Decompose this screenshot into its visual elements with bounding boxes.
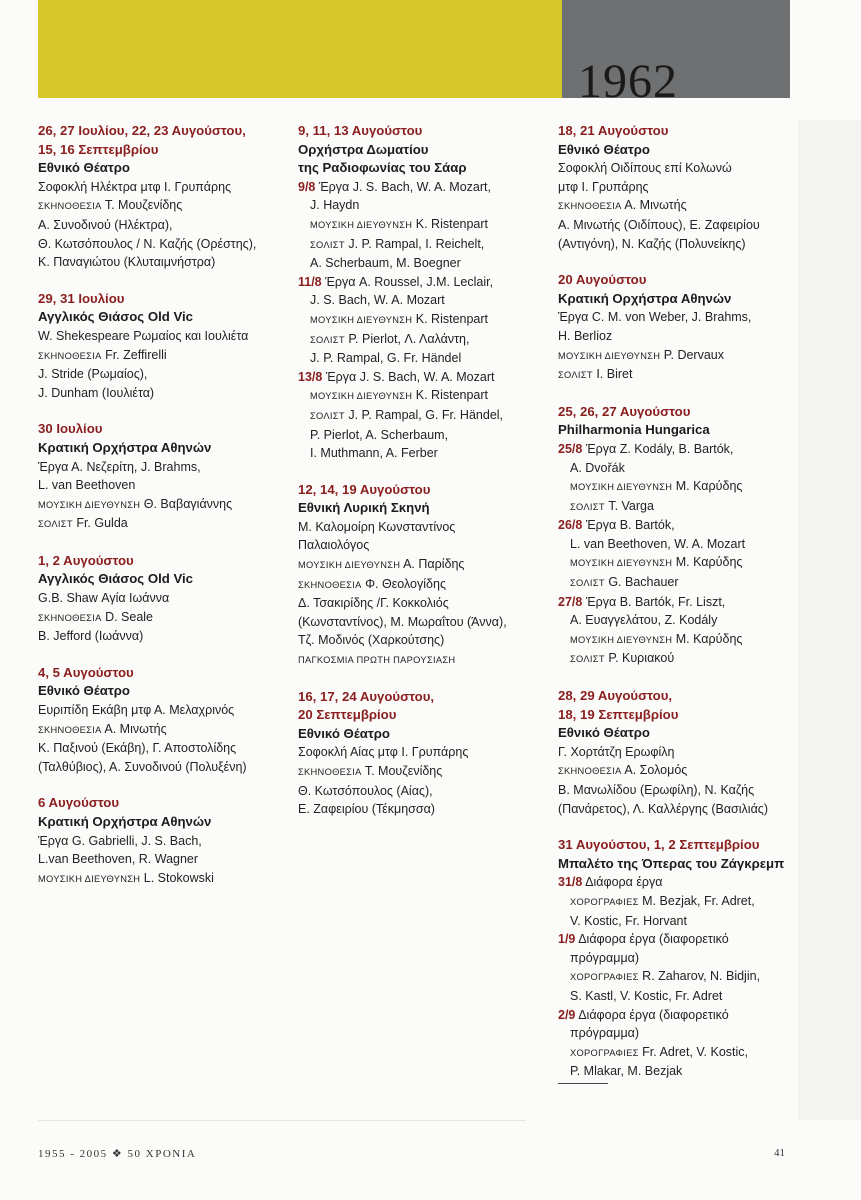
credit-role: ΜΟΥΣΙΚΗ ΔΙΕΥΘΥΝΣΗ <box>310 314 413 325</box>
entry-line <box>558 573 798 593</box>
credit-role: ΜΟΥΣΙΚΗ ΔΙΕΥΘΥΝΣΗ <box>310 391 413 402</box>
entry-dates: 16, 17, 24 Αυγούστου, <box>298 688 435 704</box>
line-text: J. Dunham (Ιουλιέτα) <box>38 385 155 400</box>
column-2 <box>298 122 546 837</box>
program-entry <box>558 687 798 818</box>
entry-line <box>298 762 546 782</box>
entry-line <box>558 949 798 968</box>
entry-line <box>558 873 798 892</box>
entry-line <box>38 216 288 235</box>
entry-venue: Αγγλικός Θιάσος Old Vic <box>38 309 194 325</box>
line-text: P. Pierlot, A. Scherbaum, <box>310 427 449 442</box>
credit-role: ΜΟΥΣΙΚΗ ΔΙΕΥΘΥΝΣΗ <box>310 219 413 230</box>
entry-line <box>558 216 798 235</box>
entry-line <box>298 743 546 762</box>
performance-date: 9/8 <box>298 179 316 194</box>
entry-dates: 6 Αυγούστου <box>38 795 120 811</box>
line-text: I. Biret <box>596 367 633 382</box>
line-text: Ρ. Κυριακού <box>608 651 675 666</box>
entry-line <box>558 892 798 912</box>
entry-line <box>558 440 798 459</box>
credit-role: ΣΚΗΝΟΘΕΣΙΑ <box>38 724 102 735</box>
credit-role: ΜΟΥΣΙΚΗ ΔΙΕΥΘΥΝΣΗ <box>570 558 673 569</box>
entry-line <box>38 476 288 495</box>
performance-date: 25/8 <box>558 441 583 456</box>
line-text: K. Ristenpart <box>415 216 489 231</box>
line-text: H. Berlioz <box>558 328 613 343</box>
line-text: P. Dervaux <box>663 347 724 362</box>
credit-role: ΣΚΗΝΟΘΕΣΙΑ <box>38 612 102 623</box>
credit-role: ΠΑΓΚΟΣΜΙΑ ΠΡΩΤΗ ΠΑΡΟΥΣΙΑΣΗ <box>298 655 456 666</box>
entry-line <box>558 630 798 650</box>
line-text: Τ. Μουζενίδης <box>104 198 183 213</box>
footer-title: 1955 - 2005 ❖ 50 ΧΡΟΝΙΑ <box>38 1148 197 1160</box>
entry-line <box>558 611 798 630</box>
credit-role: ΣΚΗΝΟΘΕΣΙΑ <box>558 766 622 777</box>
line-text: A. Dvořák <box>570 460 625 475</box>
credit-role: ΜΟΥΣΙΚΗ ΔΙΕΥΘΥΝΣΗ <box>558 350 661 361</box>
entry-line <box>298 444 546 463</box>
entry-venue: Εθνική Λυρική Σκηνή <box>298 500 430 516</box>
entry-line <box>558 346 798 366</box>
line-text: Fr. Zeffirelli <box>105 347 167 362</box>
line-text: Α. Συνοδινού (Ηλέκτρα), <box>38 217 173 232</box>
entry-dates: 12, 14, 19 Αυγούστου <box>298 481 431 497</box>
entry-dates: 30 Ιουλίου <box>38 421 103 437</box>
entry-line <box>38 178 288 197</box>
line-text: Ευριπίδη Εκάβη μτφ Α. Μελαχρινός <box>38 703 235 718</box>
entry-line <box>38 458 288 477</box>
line-text: Διάφορα έργα <box>585 875 663 890</box>
entry-line <box>298 631 546 650</box>
line-text: Θ. Κωτσόπουλος / Ν. Καζής (Ορέστης), <box>38 236 257 251</box>
entry-line <box>558 649 798 669</box>
entry-line <box>298 594 546 613</box>
year-heading: 1962 <box>578 55 678 108</box>
entry-venue: Ορχήστρα Δωματίου <box>298 141 429 157</box>
line-text: Fr. Adret, V. Kostic, <box>642 1044 749 1059</box>
bottom-divider <box>38 1120 526 1121</box>
line-text: Έργα G. Gabrielli, J. S. Bach, <box>38 833 202 848</box>
entry-line <box>298 310 546 330</box>
entry-line <box>298 536 546 555</box>
entry-line <box>558 987 798 1006</box>
entry-line <box>38 235 288 254</box>
line-text: Έργα B. Bartók, Fr. Liszt, <box>585 594 726 609</box>
entry-line <box>558 593 798 612</box>
line-text: Έργα J. S. Bach, W. A. Mozart, <box>318 179 491 194</box>
entry-line <box>558 930 798 949</box>
entry-line <box>38 514 288 534</box>
line-text: Έργα Z. Kodály, B. Bartók, <box>585 441 734 456</box>
program-entry <box>558 122 798 253</box>
entry-line <box>38 384 288 403</box>
entry-line <box>38 365 288 384</box>
entry-dates: 20 Σεπτεμβρίου <box>298 707 397 723</box>
line-text: Παλαιολόγος <box>298 538 370 553</box>
entry-dates: 4, 5 Αυγούστου <box>38 664 134 680</box>
entry-line <box>298 291 546 310</box>
line-text: A. Scherbaum, M. Boegner <box>310 256 461 271</box>
credit-role: ΣΟΛΙΣΤ <box>570 501 605 512</box>
credit-role: ΣΚΗΝΟΘΕΣΙΑ <box>38 201 102 212</box>
entry-line <box>558 308 798 327</box>
line-text: K. Ristenpart <box>415 388 489 403</box>
program-entry <box>38 122 288 272</box>
entry-venue: Αγγλικός Θιάσος Old Vic <box>38 571 194 587</box>
entry-line <box>558 743 798 762</box>
entry-dates: 15, 16 Σεπτεμβρίου <box>38 141 159 157</box>
line-text: Διάφορα έργα (διαφορετικό <box>578 1007 729 1022</box>
entry-line <box>558 535 798 554</box>
entry-venue: Εθνικό Θέατρο <box>558 141 650 157</box>
program-entry <box>38 290 288 403</box>
entry-dates: 25, 26, 27 Αυγούστου <box>558 403 691 419</box>
entry-line <box>298 330 546 350</box>
line-text: L. Stokowski <box>143 870 214 885</box>
entry-line <box>558 327 798 346</box>
line-text: Ε. Ζαφειρίου (Τέκμησσα) <box>298 802 435 817</box>
line-text: πρόγραμμα) <box>570 1026 640 1041</box>
entry-line <box>298 613 546 632</box>
performance-date: 31/8 <box>558 875 583 890</box>
program-entry <box>38 420 288 534</box>
page-number: 41 <box>774 1147 785 1159</box>
entry-venue: Philharmonia Hungarica <box>558 422 710 438</box>
program-entry <box>298 688 546 819</box>
line-text: Fr. Gulda <box>76 516 128 531</box>
entry-line <box>558 235 798 254</box>
entry-line <box>38 739 288 758</box>
credit-role: ΜΟΥΣΙΚΗ ΔΙΕΥΘΥΝΣΗ <box>38 499 141 510</box>
credit-role: ΜΟΥΣΙΚΗ ΔΙΕΥΘΥΝΣΗ <box>38 873 141 884</box>
entry-line <box>38 720 288 740</box>
end-rule <box>558 1083 608 1084</box>
entry-line <box>298 215 546 235</box>
entry-line <box>558 1006 798 1025</box>
entry-line <box>558 365 798 385</box>
line-text: Κ. Παναγιώτου (Κλυταιμνήστρα) <box>38 255 216 270</box>
line-text: G.B. Shaw Αγία Ιωάννα <box>38 591 170 606</box>
line-text: J. Haydn <box>310 198 360 213</box>
entry-venue: Εθνικό Θέατρο <box>38 683 130 699</box>
line-text: J. S. Bach, W. A. Mozart <box>310 293 445 308</box>
line-text: Έργα A. Roussel, J.M. Leclair, <box>325 274 494 289</box>
entry-line <box>558 459 798 478</box>
entry-line <box>38 627 288 646</box>
program-entry <box>38 664 288 777</box>
line-text: Τ. Μουζενίδης <box>364 764 443 778</box>
line-text: J. P. Rampal, G. Fr. Händel, <box>348 407 504 422</box>
entry-dates: 26, 27 Ιουλίου, 22, 23 Αυγούστου, <box>38 123 246 138</box>
entry-venue: Μπαλέτο της Όπερας του Ζάγκρεμπ <box>558 855 785 871</box>
entry-line <box>38 850 288 869</box>
entry-line <box>38 253 288 272</box>
line-text: Α. Σολομός <box>624 763 688 778</box>
entry-line <box>558 178 798 197</box>
entry-line <box>38 869 288 889</box>
header-yellow-band <box>38 0 562 98</box>
entry-line <box>298 254 546 273</box>
entry-line <box>298 196 546 215</box>
entry-venue: της Ραδιοφωνίας του Σάαρ <box>298 160 467 176</box>
entry-line <box>558 159 798 178</box>
credit-role: ΧΟΡΟΓΡΑΦΙΕΣ <box>570 896 639 907</box>
line-text: P. Mlakar, M. Bezjak <box>570 1064 683 1079</box>
line-text: Έργα B. Bartók, <box>585 518 675 533</box>
line-text: Μ. Καλομοίρη Κωνσταντίνος <box>298 519 456 534</box>
performance-date: 26/8 <box>558 518 583 533</box>
program-entry <box>298 122 546 463</box>
entry-line <box>298 555 546 575</box>
credit-role: ΣΟΛΙΣΤ <box>570 578 605 589</box>
entry-venue: Εθνικό Θέατρο <box>38 160 130 176</box>
line-text: I. Muthmann, A. Ferber <box>310 446 438 461</box>
entry-dates: 18, 21 Αυγούστου <box>558 123 669 138</box>
program-entry <box>558 403 798 669</box>
line-text: R. Zaharov, N. Bidjin, <box>642 969 761 984</box>
line-text: Έργα Α. Νεζερίτη, J. Brahms, <box>38 459 201 474</box>
line-text: Θ. Κωτσόπουλος (Αίας), <box>298 783 433 798</box>
entry-venue: Κρατική Ορχήστρα Αθηνών <box>38 439 212 455</box>
entry-line <box>558 761 798 781</box>
entry-line <box>298 800 546 819</box>
entry-line <box>558 196 798 216</box>
column-1 <box>38 122 288 906</box>
line-text: μτφ Ι. Γρυπάρης <box>558 179 649 194</box>
entry-line <box>558 477 798 497</box>
line-text: B. Jefford (Ιωάννα) <box>38 629 144 644</box>
credit-role: ΣΟΛΙΣΤ <box>310 239 345 250</box>
entry-venue: Εθνικό Θέατρο <box>558 725 650 741</box>
credit-role: ΜΟΥΣΙΚΗ ΔΙΕΥΘΥΝΣΗ <box>570 482 673 493</box>
program-entry <box>38 794 288 888</box>
entry-line <box>298 368 546 387</box>
line-text: D. Seale <box>105 609 154 624</box>
entry-line <box>298 575 546 595</box>
entry-line <box>38 701 288 720</box>
entry-dates: 1, 2 Αυγούστου <box>38 552 134 568</box>
entry-venue: Εθνικό Θέατρο <box>298 725 390 741</box>
performance-date: 27/8 <box>558 594 583 609</box>
entry-line <box>558 497 798 517</box>
credit-role: ΧΟΡΟΓΡΑΦΙΕΣ <box>570 972 639 983</box>
entry-line <box>298 782 546 801</box>
line-text: Μ. Καρύδης <box>675 631 743 646</box>
credit-role: ΣΟΛΙΣΤ <box>570 654 605 665</box>
line-text: K. Ristenpart <box>415 311 489 326</box>
line-text: Θ. Βαβαγιάννης <box>143 496 233 511</box>
line-text: P. Pierlot, Λ. Λαλάντη, <box>348 331 470 346</box>
line-text: Α. Μινωτής (Οιδίπους), Ε. Ζαφειρίου <box>558 217 760 232</box>
line-text: Τζ. Μοδινός (Χαρκούτσης) <box>298 633 445 648</box>
entry-line <box>558 1043 798 1063</box>
line-text: (Κωνσταντίνος), Μ. Μωραΐτου (Άννα), <box>298 614 507 629</box>
line-text: Κ. Παξινού (Εκάβη), Γ. Αποστολίδης <box>38 741 237 756</box>
line-text: (Πανάρετος), Λ. Καλλέργης (Βασιλιάς) <box>558 801 768 816</box>
line-text: Μ. Καρύδης <box>675 479 743 494</box>
entry-venue: Κρατική Ορχήστρα Αθηνών <box>558 290 732 306</box>
entry-line <box>298 426 546 445</box>
adjacent-page-edge <box>798 120 861 1120</box>
program-entry <box>558 836 798 1084</box>
line-text: Δ. Τσακιρίδης /Γ. Κοκκολιός <box>298 596 449 611</box>
entry-line <box>38 608 288 628</box>
entry-line <box>38 495 288 515</box>
entry-dates: 31 Αυγούστου, 1, 2 Σεπτεμβρίου <box>558 837 760 853</box>
entry-line <box>38 327 288 346</box>
line-text: (Αντιγόνη), Ν. Καζής (Πολυνείκης) <box>558 236 746 251</box>
line-text: Σοφοκλή Οιδίπους επί Κολωνώ <box>558 161 732 176</box>
entry-dates: 20 Αυγούστου <box>558 272 647 288</box>
entry-line <box>558 1062 798 1081</box>
line-text: J. Stride (Ρωμαίος), <box>38 367 148 382</box>
entry-dates: 29, 31 Ιουλίου <box>38 290 125 306</box>
entry-line <box>558 912 798 931</box>
line-text: W. Shekespeare Ρωμαίος και Ιουλιέτα <box>38 328 249 343</box>
program-entry <box>298 481 546 670</box>
entry-line <box>38 346 288 366</box>
line-text: J. P. Rampal, G. Fr. Händel <box>310 351 462 366</box>
entry-line <box>298 386 546 406</box>
credit-role: ΣΚΗΝΟΘΕΣΙΑ <box>558 201 622 212</box>
credit-role: ΣΟΛΙΣΤ <box>558 370 593 381</box>
line-text: L. van Beethoven, W. A. Mozart <box>570 536 746 551</box>
entry-line <box>38 758 288 777</box>
credit-role: ΣΟΛΙΣΤ <box>38 519 73 530</box>
credit-role: ΧΟΡΟΓΡΑΦΙΕΣ <box>570 1047 639 1058</box>
entry-line <box>38 589 288 608</box>
entry-line <box>558 800 798 819</box>
entry-line <box>558 553 798 573</box>
line-text: J. P. Rampal, I. Reichelt, <box>348 236 485 251</box>
credit-role: ΜΟΥΣΙΚΗ ΔΙΕΥΘΥΝΣΗ <box>570 634 673 645</box>
line-text: V. Kostic, Fr. Horvant <box>570 913 687 928</box>
line-text: Γ. Χορτάτζη Ερωφίλη <box>558 744 675 759</box>
entry-line <box>298 406 546 426</box>
entry-line <box>38 196 288 216</box>
performance-date: 1/9 <box>558 932 576 947</box>
entry-line <box>38 832 288 851</box>
entry-line <box>298 349 546 368</box>
column-3 <box>558 122 798 1102</box>
entry-line <box>298 178 546 197</box>
performance-date: 11/8 <box>298 274 322 289</box>
line-text: Β. Μανωλίδου (Ερωφίλη), Ν. Καζής <box>558 783 755 797</box>
line-text: Α. Μινωτής <box>104 721 167 736</box>
entry-dates: 9, 11, 13 Αυγούστου <box>298 123 423 138</box>
line-text: Α. Μινωτής <box>624 198 687 213</box>
line-text: Α. Ευαγγελάτου, Z. Kodály <box>570 613 718 628</box>
entry-line <box>298 650 546 670</box>
credit-role: ΣΟΛΙΣΤ <box>310 410 345 421</box>
line-text: Φ. Θεολογίδης <box>365 576 446 591</box>
line-text: M. Bezjak, Fr. Adret, <box>642 893 755 908</box>
line-text: πρόγραμμα) <box>570 950 640 965</box>
entry-line <box>298 235 546 255</box>
entry-line <box>558 781 798 800</box>
line-text: Έργα C. M. von Weber, J. Brahms, <box>558 310 752 325</box>
credit-role: ΣΚΗΝΟΘΕΣΙΑ <box>38 350 102 361</box>
credit-role: ΜΟΥΣΙΚΗ ΔΙΕΥΘΥΝΣΗ <box>298 560 401 571</box>
line-text: (Ταλθύβιος), Α. Συνοδινού (Πολυξένη) <box>38 759 247 774</box>
line-text: Έργα J. S. Bach, W. A. Mozart <box>325 369 495 384</box>
entry-line <box>558 1024 798 1043</box>
entry-line <box>558 516 798 535</box>
line-text: Σοφοκλή Ηλέκτρα μτφ Ι. Γρυπάρης <box>38 179 232 194</box>
performance-date: 13/8 <box>298 369 323 384</box>
line-text: Διάφορα έργα (διαφορετικό <box>578 932 729 947</box>
line-text: Σοφοκλή Αίας μτφ Ι. Γρυπάρης <box>298 745 469 760</box>
line-text: T. Varga <box>608 498 654 513</box>
credit-role: ΣΟΛΙΣΤ <box>310 334 345 345</box>
program-entry <box>38 552 288 646</box>
entry-dates: 18, 19 Σεπτεμβρίου <box>558 706 679 722</box>
line-text: L.van Beethoven, R. Wagner <box>38 852 199 867</box>
entry-line <box>298 273 546 292</box>
line-text: L. van Beethoven <box>38 478 136 493</box>
program-entry <box>558 271 798 385</box>
line-text: Α. Παρίδης <box>403 557 465 572</box>
performance-date: 2/9 <box>558 1007 576 1022</box>
entry-dates: 28, 29 Αυγούστου, <box>558 688 673 704</box>
credit-role: ΣΚΗΝΟΘΕΣΙΑ <box>298 579 362 590</box>
line-text: G. Bachauer <box>608 575 679 590</box>
line-text: S. Kastl, V. Kostic, Fr. Adret <box>570 988 723 1003</box>
entry-line <box>298 518 546 537</box>
entry-line <box>558 967 798 987</box>
credit-role: ΣΚΗΝΟΘΕΣΙΑ <box>298 767 362 777</box>
line-text: Μ. Καρύδης <box>675 555 743 570</box>
entry-venue: Κρατική Ορχήστρα Αθηνών <box>38 814 212 829</box>
